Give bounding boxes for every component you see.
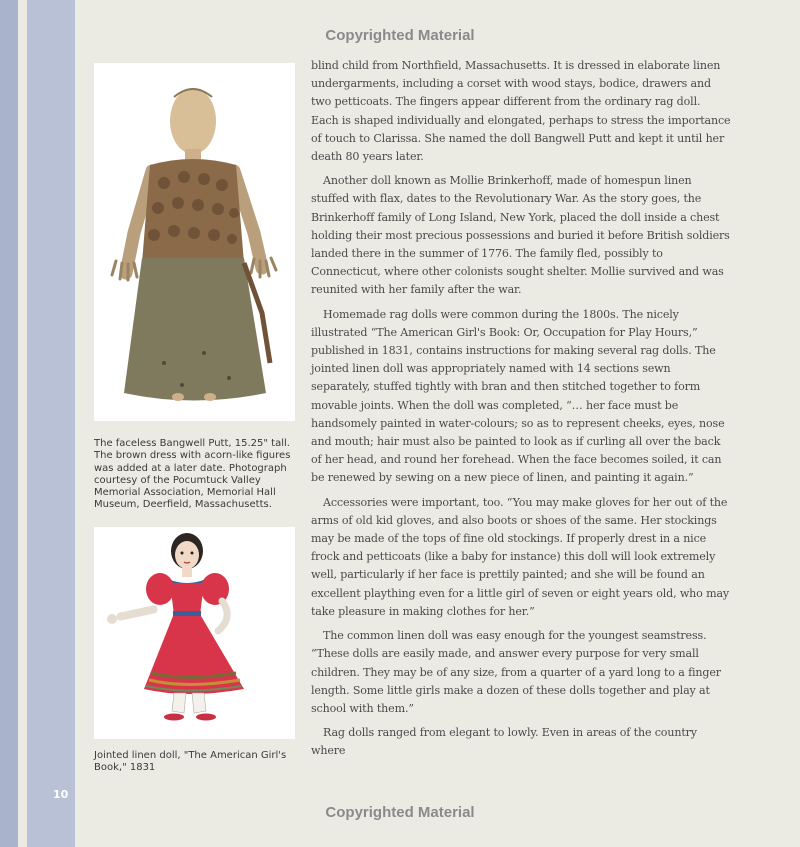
body-text — [311, 57, 731, 767]
paragraph: Accessories were important, too. “You may make gloves for her out of the arms of old kid gloves, and also boots or shoes of the same. Her stockings may be made of the tops of fine old stockings. If properly drest in a nice frock and petticoats (like a baby for instance) this doll will look extremely well, particularly if her face is prettily painted; and she will be found an excellent plaything even for a little girl of seven or eight years old, who may take pleasure in making clothes for her.” — [311, 495, 730, 618]
paragraph: blind child from Northfield, Massachusetts. It is dressed in elaborate linen undergarments, including a corset with wood stays, bodice, drawers and two petticoats. The fingers appear different from the ordinary rag doll. Each is shaped individually and elongated, perhaps to stress the importance of touch to Clarissa. She named the doll Bangwell Putt and kept it until her death 80 years later. — [311, 59, 731, 164]
paragraph: Another doll known as Mollie Brinkerhoff, made of homespun linen stuffed with flax, dates to the Revolutionary War. As the story goes, the Brinkerhoff family of Long Island, New York, placed the doll inside a chest holding their most precious possessions and buried it before British soldiers landed there in the summer of 1776. The family fled, possibly to Connecticut, where other colonists sought shelter. Mollie survived and was reunited with her family after the war. — [311, 174, 730, 297]
bangwell-putt-caption: The faceless Bangwell Putt, 15.25" tall. The brown dress with acorn-like figures was added at a later date. Photograph courtesy of the Pocumtuck Valley Memorial Association, Memorial Hall Museum, Deerfield, Massachusetts. — [94, 438, 291, 511]
page-number: 10 — [53, 788, 69, 801]
margin-stripe-light — [0, 0, 18, 847]
watermark-top: Copyrighted Material — [325, 27, 475, 44]
bangwell-putt-photo — [94, 63, 295, 421]
jointed-doll-illustration — [94, 527, 295, 739]
paragraph: Homemade rag dolls were common during the 1800s. The nicely illustrated “The American Girl's Book: Or, Occupation for Play Hours,” published in 1831, contains instructions for making several rag dolls. The jointed linen doll was appropriately named with 14 sections sewn separately, stuffed tightly with bran and then stitched together to form movable joints. When the doll was completed, “… her face must be handsomely painted in water-colours; so as to represent cheeks, eyes, nose and mouth; hair must also be painted to look as if curling all over the back of her head, and round her forehead. When the face becomes soiled, it can be renewed by sewing on a new piece of linen, and painting it again.” — [311, 307, 725, 485]
jointed-doll-illustration-panel — [94, 527, 295, 739]
jointed-doll-caption: Jointed linen doll, "The American Girl's Book," 1831 — [94, 750, 287, 774]
watermark-bottom: Copyrighted Material — [325, 804, 475, 821]
margin-stripe — [27, 0, 75, 847]
faceless-doll-illustration — [94, 63, 295, 421]
paragraph: Rag dolls ranged from elegant to lowly. Even in areas of the country where — [311, 726, 697, 758]
paragraph: The common linen doll was easy enough for the youngest seamstress. “These dolls are easily made, and answer every purpose for very small children. They may be of any size, from a quarter of a yard long to a finger length. Some little girls make a dozen of these dolls together and play at school with them.” — [311, 629, 721, 715]
margin-stripe-gap — [18, 0, 27, 847]
